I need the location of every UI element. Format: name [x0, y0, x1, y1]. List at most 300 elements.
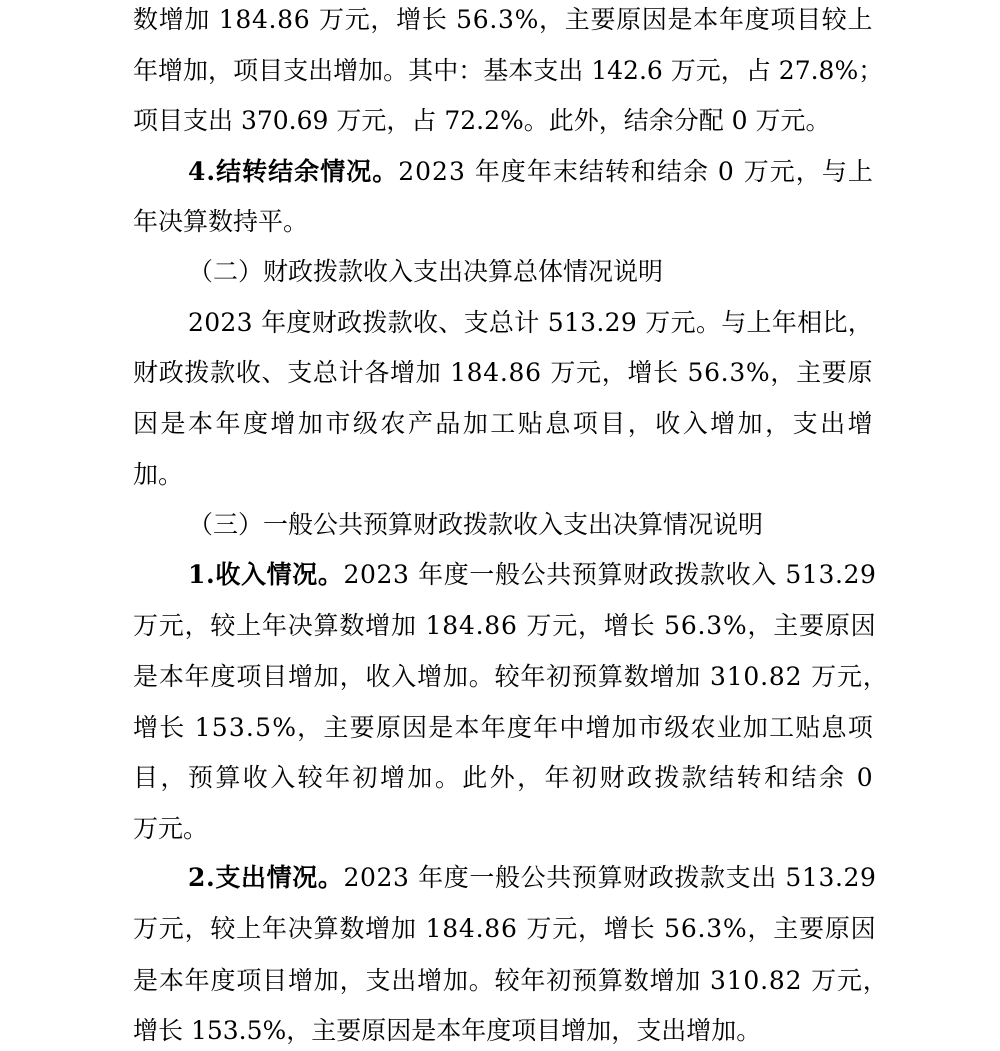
section-heading-text: .: [206, 157, 216, 186]
body-text: 0: [415, 157, 432, 186]
body-text: 项: [233, 56, 259, 85]
text-line: [133, 1011, 761, 1051]
body-text: 加: [313, 966, 339, 995]
body-text: [735, 152, 743, 192]
body-text: 5: [785, 560, 802, 589]
body-text: %: [745, 358, 770, 387]
body-text: 本: [158, 662, 184, 691]
body-text: 1: [726, 966, 743, 995]
body-text: 。: [383, 56, 409, 85]
body-text: 元: [695, 56, 721, 85]
body-text: 转: [604, 157, 630, 186]
body-text: 是: [428, 713, 454, 742]
body-text: 品: [435, 409, 461, 438]
body-text: [663, 51, 671, 91]
body-text: 初: [572, 763, 598, 792]
body-text: 8: [484, 914, 501, 943]
body-text: 目: [796, 5, 822, 34]
body-text: 年: [215, 409, 241, 438]
body-text: 增: [847, 409, 873, 438]
body-text: 加: [358, 56, 384, 85]
body-text: 收: [412, 308, 438, 337]
body-text: 加: [415, 358, 441, 387]
body-text: 年: [544, 763, 570, 792]
body-text: 主: [796, 358, 822, 387]
body-text: 外: [489, 763, 515, 792]
body-text: 初: [546, 966, 572, 995]
body-text: 末: [552, 157, 578, 186]
body-text: 万: [319, 5, 345, 34]
body-text: 万: [526, 611, 552, 640]
body-text: ，: [578, 914, 604, 943]
body-text: .: [475, 914, 484, 943]
body-text: 入: [682, 409, 708, 438]
body-text: 较: [494, 966, 520, 995]
body-text: ，: [862, 966, 888, 995]
body-text: 5: [456, 5, 473, 34]
body-text: 款: [387, 308, 413, 337]
body-text: 算: [597, 966, 623, 995]
body-text: 6: [704, 358, 720, 387]
body-text: 6: [500, 914, 517, 943]
body-text: 3: [709, 662, 726, 691]
body-text: 入: [270, 763, 296, 792]
body-text: 拨: [184, 358, 210, 387]
section-heading-text: 情: [320, 157, 346, 186]
body-text: 3: [393, 560, 409, 589]
body-text: 出: [391, 966, 417, 995]
body-text: 贴: [795, 713, 821, 742]
section-heading-text: 。: [317, 863, 343, 892]
body-text: 年: [718, 5, 744, 34]
text-line: [188, 505, 763, 545]
body-text: 一: [469, 560, 495, 589]
section-heading-text: 结: [268, 157, 294, 186]
body-text: 年: [261, 914, 287, 943]
body-text: 算: [313, 914, 339, 943]
body-text: 息: [821, 713, 847, 742]
body-text: 度: [210, 966, 236, 995]
body-text: 级: [352, 409, 378, 438]
body-text: .: [245, 713, 254, 742]
body-text: 2: [220, 308, 237, 337]
body-text: 总: [488, 308, 514, 337]
body-text: ，: [539, 5, 565, 34]
body-text: %: [272, 713, 296, 742]
body-text: 算: [597, 863, 623, 892]
body-text: [777, 858, 785, 898]
body-text: 算: [215, 763, 241, 792]
body-text: 年: [261, 308, 287, 337]
body-text: 因: [641, 5, 667, 34]
body-text: 6: [680, 611, 697, 640]
body-text: 本: [187, 409, 213, 438]
body-text: 目: [133, 763, 159, 792]
body-text: 3: [706, 611, 723, 640]
body-text: 3: [818, 560, 835, 589]
text-line: [133, 353, 873, 393]
body-text: 增: [603, 914, 629, 943]
body-text: 长: [629, 611, 655, 640]
body-text: 增: [417, 662, 443, 691]
body-text: ，: [627, 409, 653, 438]
body-text: .: [697, 611, 706, 640]
body-text: 计: [338, 358, 364, 387]
body-text: ，: [770, 358, 796, 387]
body-text: 目: [258, 56, 284, 85]
body-text: 2: [843, 863, 860, 892]
body-text: 项: [236, 662, 262, 691]
body-text: 长: [653, 358, 679, 387]
body-text: 8: [768, 662, 785, 691]
body-text: 收: [725, 560, 751, 589]
body-text: 9: [860, 560, 876, 589]
body-text: 息: [545, 409, 571, 438]
body-text: 财: [623, 863, 649, 892]
body-text: 级: [664, 713, 690, 742]
body-text: 支: [287, 358, 313, 387]
body-text: 结: [578, 157, 604, 186]
body-text: 1: [563, 308, 580, 337]
body-text: 与: [721, 308, 747, 337]
body-text: 数: [339, 611, 365, 640]
body-text: .: [268, 5, 277, 34]
body-text: 万: [133, 611, 159, 640]
body-text: 增: [270, 409, 296, 438]
body-text: 5: [547, 308, 564, 337]
body-text: 8: [442, 611, 459, 640]
body-text: 3: [706, 914, 723, 943]
body-text: 目: [600, 409, 626, 438]
body-text: 般: [494, 560, 520, 589]
body-text: 长: [629, 914, 655, 943]
body-text: ，: [747, 914, 773, 943]
body-text: 加: [183, 56, 209, 85]
body-text: [410, 555, 418, 595]
body-text: 算: [597, 560, 623, 589]
body-text: 预: [187, 763, 213, 792]
body-text: 年: [184, 966, 210, 995]
body-text: 增: [390, 358, 416, 387]
body-text: .: [697, 914, 706, 943]
body-text: 财: [133, 358, 159, 387]
body-text: 2: [188, 308, 204, 337]
body-text: 本: [508, 56, 534, 85]
body-text: 增: [158, 5, 184, 34]
text-line: [133, 758, 873, 798]
body-text: 市: [325, 409, 351, 438]
body-text: 1: [218, 5, 235, 34]
body-text: 财: [599, 763, 625, 792]
body-text: %: [514, 5, 539, 34]
body-text: 8: [508, 358, 525, 387]
body-text: 年: [520, 662, 546, 691]
body-text: 万: [670, 56, 696, 85]
body-text: ，: [720, 56, 746, 85]
body-text: 加。: [133, 460, 184, 489]
body-text: 加: [737, 409, 763, 438]
body-text: 支: [463, 308, 489, 337]
body-text: 项目支出 370.69 万元，占 72.2%。此外，结余分配 0 万元。: [133, 106, 831, 135]
body-text: 较: [297, 763, 323, 792]
body-text: 元: [552, 914, 578, 943]
body-text: 2: [604, 308, 621, 337]
body-text: 6: [680, 914, 697, 943]
body-text: 和: [630, 157, 656, 186]
body-text: 收: [242, 763, 268, 792]
body-text: 7: [794, 56, 811, 85]
section-heading-text: 入: [240, 560, 266, 589]
body-text: .: [720, 358, 729, 387]
body-text: 收: [365, 662, 391, 691]
body-text: 5: [664, 914, 681, 943]
body-text: 总: [312, 358, 338, 387]
body-text: 6: [525, 358, 541, 387]
body-text: 增: [417, 966, 443, 995]
body-text: 2: [785, 662, 802, 691]
body-text: [655, 909, 663, 949]
body-text: 5: [664, 611, 681, 640]
body-text: 增: [710, 409, 736, 438]
body-text: 万: [811, 966, 837, 995]
body-text: 加: [390, 611, 416, 640]
section-heading-text: 出: [240, 863, 266, 892]
section-heading-text: .: [206, 863, 215, 892]
body-text: .: [834, 560, 843, 589]
body-text: 因: [850, 611, 876, 640]
body-text: 1: [450, 358, 466, 387]
text-line: [133, 404, 873, 444]
body-text: ；: [858, 56, 884, 85]
body-text: 政: [158, 358, 184, 387]
body-text: 相: [797, 308, 823, 337]
body-text: 0: [204, 308, 221, 337]
body-text: 8: [442, 914, 459, 943]
body-text: 度: [506, 713, 532, 742]
body-text: 年: [418, 863, 444, 892]
body-text: [802, 657, 810, 697]
body-text: 支: [365, 966, 391, 995]
body-text: [441, 353, 449, 393]
body-text: 出: [751, 863, 777, 892]
body-text: ，: [339, 966, 365, 995]
body-text: 1: [425, 611, 442, 640]
body-text: 本: [693, 5, 719, 34]
body-text: 元: [158, 914, 184, 943]
body-text: 年: [533, 713, 559, 742]
body-text: 原: [616, 5, 642, 34]
body-text: 3: [393, 863, 409, 892]
body-text: 上: [236, 914, 262, 943]
body-text: %: [722, 611, 747, 640]
body-text: ，: [601, 358, 627, 387]
body-text: 5: [255, 713, 271, 742]
body-text: .: [760, 662, 769, 691]
text-line: [188, 252, 663, 292]
body-text: 原: [824, 611, 850, 640]
body-text: 元: [552, 611, 578, 640]
body-text: [466, 152, 474, 192]
text-line: [188, 555, 876, 595]
body-text: %: [834, 56, 859, 85]
body-text: 3: [497, 5, 514, 34]
body-text: 共: [546, 560, 572, 589]
section-heading-text: 余: [294, 157, 320, 186]
body-text: 支: [283, 56, 309, 85]
body-text: 政: [626, 763, 652, 792]
body-text: 目: [262, 662, 288, 691]
body-text: 8: [768, 966, 785, 995]
body-text: 元: [670, 308, 696, 337]
text-line: [133, 0, 873, 40]
body-text: 加: [184, 5, 210, 34]
body-text: 4: [458, 914, 475, 943]
body-text: 主: [323, 713, 349, 742]
body-text: 4: [483, 358, 500, 387]
body-text: 结: [791, 763, 817, 792]
body-text: 0: [743, 662, 760, 691]
body-text: 。: [468, 966, 494, 995]
body-text: 年: [520, 966, 546, 995]
body-text: 中: [559, 713, 585, 742]
body-text: [542, 353, 550, 393]
text-line: [188, 303, 873, 343]
body-text: [771, 51, 779, 91]
body-text: 农: [690, 713, 716, 742]
body-text: 本: [158, 966, 184, 995]
body-text: 预: [572, 662, 598, 691]
body-text: ，: [517, 763, 543, 792]
body-text: 万元。: [133, 814, 209, 843]
body-text: ，: [160, 763, 186, 792]
body-text: 要: [590, 5, 616, 34]
body-text: 项: [236, 966, 262, 995]
body-text: 9: [860, 863, 876, 892]
body-text: 加: [442, 662, 468, 691]
section-heading-text: 结: [216, 157, 242, 186]
text-line: [133, 961, 888, 1001]
body-text: 万: [526, 914, 552, 943]
body-text: 1: [801, 863, 818, 892]
text-line: [133, 708, 873, 748]
body-text: 拨: [654, 763, 680, 792]
body-text: 元: [158, 611, 184, 640]
body-text: 2: [432, 157, 448, 186]
body-text: 贴: [517, 409, 543, 438]
body-text: （二）财政拨款收入支出决算总体情况说明: [188, 257, 664, 286]
body-text: 加: [675, 966, 701, 995]
body-text: 8: [484, 611, 501, 640]
text-line: [133, 657, 888, 697]
body-text: [583, 51, 591, 91]
body-text: 0: [359, 560, 376, 589]
body-text: 款: [210, 358, 236, 387]
body-text: 主: [773, 611, 799, 640]
body-text: 度: [242, 409, 268, 438]
section-heading-text: 支: [215, 863, 241, 892]
body-text: 余: [818, 763, 844, 792]
body-text: 较: [821, 5, 847, 34]
body-text: 8: [466, 358, 483, 387]
body-text: 增: [133, 713, 159, 742]
body-text: 数: [133, 5, 159, 34]
body-text: 计: [514, 308, 540, 337]
body-text: ：: [458, 56, 484, 85]
body-text: 市: [638, 713, 664, 742]
body-text: [802, 961, 810, 1001]
body-text: 基: [483, 56, 509, 85]
body-text: 度: [500, 157, 526, 186]
body-text: 预: [571, 560, 597, 589]
body-text: 3: [448, 157, 465, 186]
body-text: 2: [843, 560, 860, 589]
body-text: 政: [648, 560, 674, 589]
body-text: 与: [821, 157, 847, 186]
body-text: 因: [402, 713, 428, 742]
body-text: 度: [286, 308, 312, 337]
body-text: 上: [847, 157, 873, 186]
body-text: 。: [434, 763, 460, 792]
body-text: ，: [862, 662, 888, 691]
body-text: 0: [856, 763, 873, 792]
body-text: 1: [591, 56, 608, 85]
body-text: 6: [646, 56, 663, 85]
body-text: ，: [578, 611, 604, 640]
body-text: 长: [159, 713, 185, 742]
body-text: [518, 909, 526, 949]
body-text: 1: [425, 914, 442, 943]
body-text: 、: [261, 358, 287, 387]
body-text: 出: [820, 409, 846, 438]
body-text: 中: [433, 56, 459, 85]
body-text: 增: [649, 662, 675, 691]
body-text: 元: [769, 157, 795, 186]
body-text: 预: [572, 966, 598, 995]
body-text: 数: [623, 662, 649, 691]
body-text: 数: [339, 914, 365, 943]
body-text: 2: [778, 56, 795, 85]
body-text: 公: [520, 863, 546, 892]
body-text: 共: [546, 863, 572, 892]
body-text: 政: [648, 863, 674, 892]
body-text: 工: [490, 409, 516, 438]
text-line: [188, 858, 876, 898]
body-text: 。: [695, 308, 721, 337]
body-text: [448, 0, 456, 40]
body-text: [185, 708, 193, 748]
body-text: 因: [850, 914, 876, 943]
body-text: 加: [675, 662, 701, 691]
body-text: 转: [736, 763, 762, 792]
section-heading-text: 情: [266, 863, 292, 892]
body-text: 收: [655, 409, 681, 438]
body-text: 财: [311, 308, 337, 337]
body-text: 增: [365, 611, 391, 640]
body-text: .: [596, 308, 605, 337]
body-text: [210, 0, 218, 40]
body-text: 5: [211, 713, 228, 742]
body-text: 6: [472, 5, 489, 34]
body-text: [709, 152, 717, 192]
body-text: 上: [847, 5, 873, 34]
body-text: 入: [391, 662, 417, 691]
section-heading-text: 情: [266, 560, 292, 589]
section-heading-text: 2: [188, 863, 206, 892]
body-text: 上: [236, 611, 262, 640]
body-text: 余: [682, 157, 708, 186]
section-heading-text: 收: [215, 560, 241, 589]
body-text: 目: [262, 966, 288, 995]
